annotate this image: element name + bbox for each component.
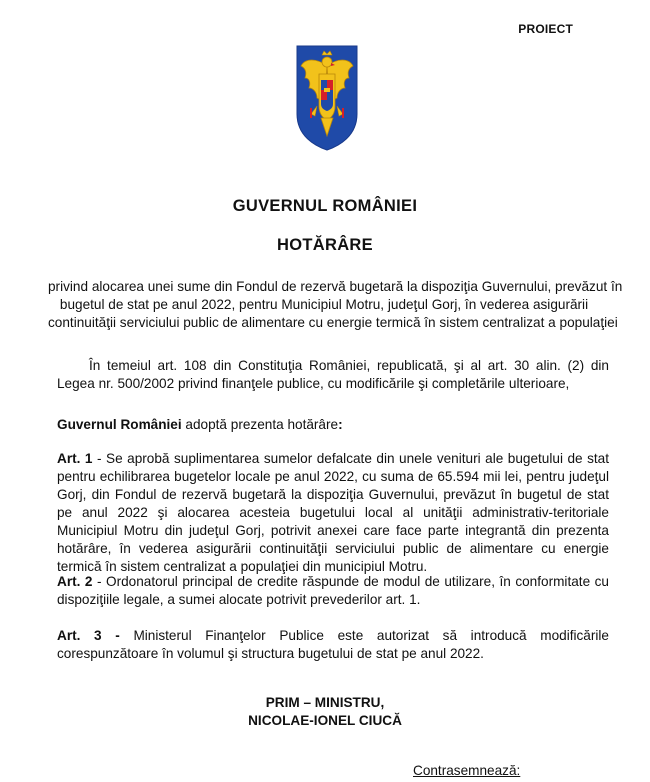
- article-1: [57, 450, 609, 576]
- article-text: - Ordonatorul principal de credite răspunde de modul de utilizare, în conformitate cu dispoziţiile legale, a sumei alocate potrivit prevederilor art. 1.: [57, 574, 609, 607]
- adoption-paragraph: [57, 416, 609, 434]
- article-text: - Se aprobă suplimentarea sumelor defalcate din unele venituri ale bugetului de stat pentru echilibrarea bugetelor locale pe anul 2022, cu suma de 65.594 mii lei, pentru judeţul Gorj, din Fondul de rezervă bugetară la dispoziţia Guvernului, prevăzut în bugetul de stat pe anul 2022 şi alocarea acesteia bugetului local al unităţii administrativ-teritoriale Municipiul Motru din judeţul Gorj, potrivit anexei care face parte integrantă din prezenta hotărâre, în vederea asigurării continuităţii serviciului public de alimentare cu energie termică în sistem centralizat a populaţiei din municipiul Motru.: [57, 451, 610, 574]
- article-3: [57, 627, 609, 663]
- legal-basis-paragraph: În temeiul art. 108 din Constituţia României, republicată, şi al art. 30 alin. (2) din Legea nr. 500/2002 privind finanţele publice, cu modificările şi completările ulterioare,: [57, 358, 609, 391]
- adopting-authority: Guvernul României: [57, 417, 182, 432]
- government-title: GUVERNUL ROMÂNIEI: [232, 197, 418, 215]
- article-label: Art. 3 -: [57, 628, 120, 643]
- article-label: Art. 1: [57, 451, 93, 466]
- subject-line: continuităţii serviciului public de alimentare cu energie termică în sistem centralizat a populaţiei: [48, 315, 618, 330]
- article-label: Art. 2: [57, 574, 93, 589]
- romania-coat-of-arms-icon: [295, 44, 359, 152]
- subject-line: bugetul de stat pe anul 2022, pentru Municipiul Motru, judeţul Gorj, în vederea asigurării: [59, 297, 589, 312]
- signatory-role: PRIM – MINISTRU,: [265, 695, 385, 710]
- countersign-label: Contrasemnează:: [413, 763, 521, 778]
- draft-label: PROIECT: [518, 22, 573, 36]
- signatory-name: NICOLAE-IONEL CIUCĂ: [248, 713, 402, 728]
- adoption-text: adoptă prezenta hotărâre: [181, 417, 339, 432]
- document-type-title: HOTĂRÂRE: [277, 236, 373, 254]
- subject-line: privind alocarea unei sume din Fondul de rezervă bugetară la dispoziţia Guvernului, prevăzut în: [48, 279, 623, 294]
- article-2: [57, 573, 609, 609]
- adoption-colon: :: [338, 417, 343, 432]
- decision-subject: [48, 278, 623, 332]
- article-text: Ministerul Finanţelor Publice este autorizat să introducă modificările corespunzătoare în volumul şi structura bugetului de stat pe anul 2022.: [57, 628, 609, 661]
